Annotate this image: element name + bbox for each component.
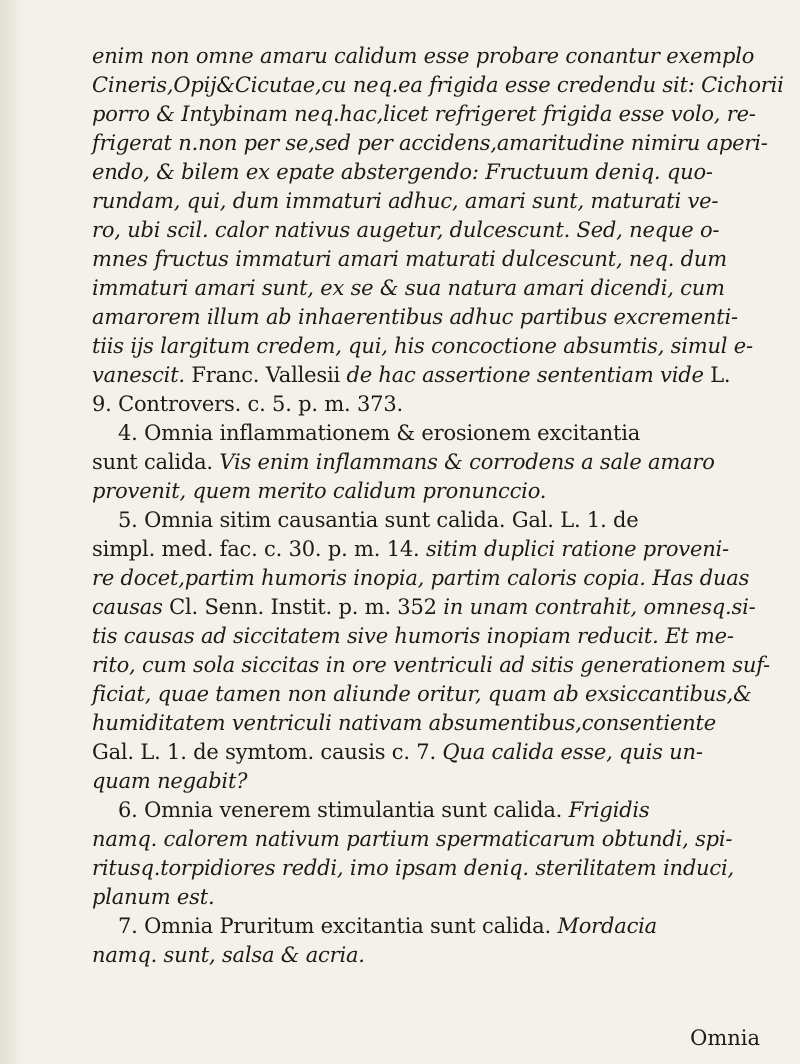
roman-span: Cl. Senn. Instit. p. m. 352	[169, 595, 444, 619]
text-line	[92, 912, 764, 941]
italic-span: causas	[92, 595, 170, 619]
text-line	[92, 129, 768, 158]
italic-span: humiditatem ventriculi nativam absumentibus,consentiente	[92, 711, 716, 735]
italic-span: provenit, quem merito calidum pronunccio.	[92, 479, 547, 503]
roman-span: L.	[710, 363, 731, 387]
text-line	[92, 564, 764, 593]
text-line	[92, 245, 764, 274]
italic-span: tis causas ad siccitatem sive humoris inopiam reducit. Et me-	[92, 624, 734, 648]
roman-span: simpl. med. fac. c. 30. p. m. 14.	[92, 537, 426, 561]
text-line	[92, 158, 764, 187]
text-line	[92, 854, 764, 883]
italic-span: ritusq.torpidiores reddi, imo ipsam deniq. sterilitatem induci,	[92, 856, 734, 880]
text-line	[92, 390, 764, 419]
italic-span: tiis ijs largitum credem, qui, his concoctione absumtis, simul e-	[92, 334, 753, 358]
text-line	[92, 738, 764, 767]
text-line	[92, 477, 764, 506]
italic-span: porro & Intybinam neq.hac,licet refrigeret frigida esse volo, re-	[92, 102, 756, 126]
italic-span: Frigidis	[568, 798, 650, 822]
text-block	[92, 42, 784, 970]
text-line	[92, 42, 764, 71]
italic-span: rundam, qui, dum immaturi adhuc, amari sunt, maturati ve-	[92, 189, 719, 213]
text-line	[92, 825, 764, 854]
text-line	[92, 361, 764, 390]
italic-span: rito, cum sola siccitas in ore ventriculi ad sitis generationem suf-	[92, 653, 770, 677]
text-line	[92, 767, 764, 796]
italic-span: de hac assertione sententiam vide	[346, 363, 711, 387]
text-line	[92, 651, 770, 680]
roman-span: Gal. L. 1. de symtom. causis c. 7.	[92, 740, 443, 764]
italic-span: re docet,partim humoris inopia, partim caloris copia. Has duas	[92, 566, 750, 590]
text-line	[92, 448, 764, 477]
roman-span: 4. Omnia inflammationem & erosionem excitantia	[118, 421, 641, 445]
text-line	[92, 187, 764, 216]
text-line	[92, 332, 764, 361]
italic-span: enim non omne amaru calidum esse probare conantur exemplo	[92, 44, 755, 68]
text-line	[92, 506, 764, 535]
italic-span: ficiat, quae tamen non aliunde oritur, quam ab exsiccantibus,&	[92, 682, 752, 706]
catchword: Omnia	[690, 1026, 760, 1050]
italic-span: amarorem illum ab inhaerentibus adhuc partibus excrementi-	[92, 305, 738, 329]
italic-span: vanescit.	[92, 363, 192, 387]
italic-span: planum est.	[92, 885, 215, 909]
italic-span: Vis enim inflammans & corrodens a sale amaro	[219, 450, 715, 474]
italic-span: Mordacia	[557, 914, 657, 938]
roman-span: 5. Omnia sitim causantia sunt calida. Gal. L. 1. de	[118, 508, 639, 532]
italic-span: sitim duplici ratione proveni-	[425, 537, 729, 561]
italic-span: namq. calorem nativum partium spermaticarum obtundi, spi-	[92, 827, 733, 851]
italic-span: ro, ubi scil. calor nativus augetur, dulcescunt. Sed, neque o-	[92, 218, 720, 242]
italic-span: immaturi amari sunt, ex se & sua natura amari dicendi, cum	[92, 276, 725, 300]
roman-span: 9. Controvers. c. 5. p. m. 373.	[92, 392, 403, 416]
italic-span: mnes fructus immaturi amari maturati dulcescunt, neq. dum	[92, 247, 727, 271]
text-line	[92, 100, 764, 129]
roman-span: 7. Omnia Pruritum excitantia sunt calida.	[118, 914, 558, 938]
text-line	[92, 216, 764, 245]
page-gutter-shadow	[0, 0, 24, 1064]
italic-span: frigerat n.non per se,sed per accidens,amaritudine nimiru aperi-	[92, 131, 768, 155]
text-line	[92, 71, 784, 100]
text-line	[92, 303, 764, 332]
text-line	[92, 941, 764, 970]
text-line	[92, 419, 764, 448]
text-line	[92, 883, 764, 912]
text-line	[92, 680, 764, 709]
text-line	[92, 535, 764, 564]
italic-span: namq. sunt, salsa & acria.	[92, 943, 365, 967]
text-line	[92, 274, 764, 303]
text-line	[92, 593, 764, 622]
roman-span: sunt calida.	[92, 450, 220, 474]
italic-span: quam negabit?	[92, 769, 248, 793]
text-line	[92, 622, 764, 651]
italic-span: Qua calida esse, quis un-	[442, 740, 703, 764]
roman-span: Franc. Vallesii	[191, 363, 347, 387]
italic-span: endo, & bilem ex epate abstergendo: Fructuum deniq. quo-	[92, 160, 713, 184]
italic-span: Cineris,Opij&Cicutae,cu neq.ea frigida esse credendu sit: Cichorii	[92, 73, 784, 97]
text-line	[92, 796, 764, 825]
italic-span: in unam contrahit, omnesq.si-	[443, 595, 756, 619]
roman-span: 6. Omnia venerem stimulantia sunt calida.	[118, 798, 569, 822]
text-line	[92, 709, 764, 738]
